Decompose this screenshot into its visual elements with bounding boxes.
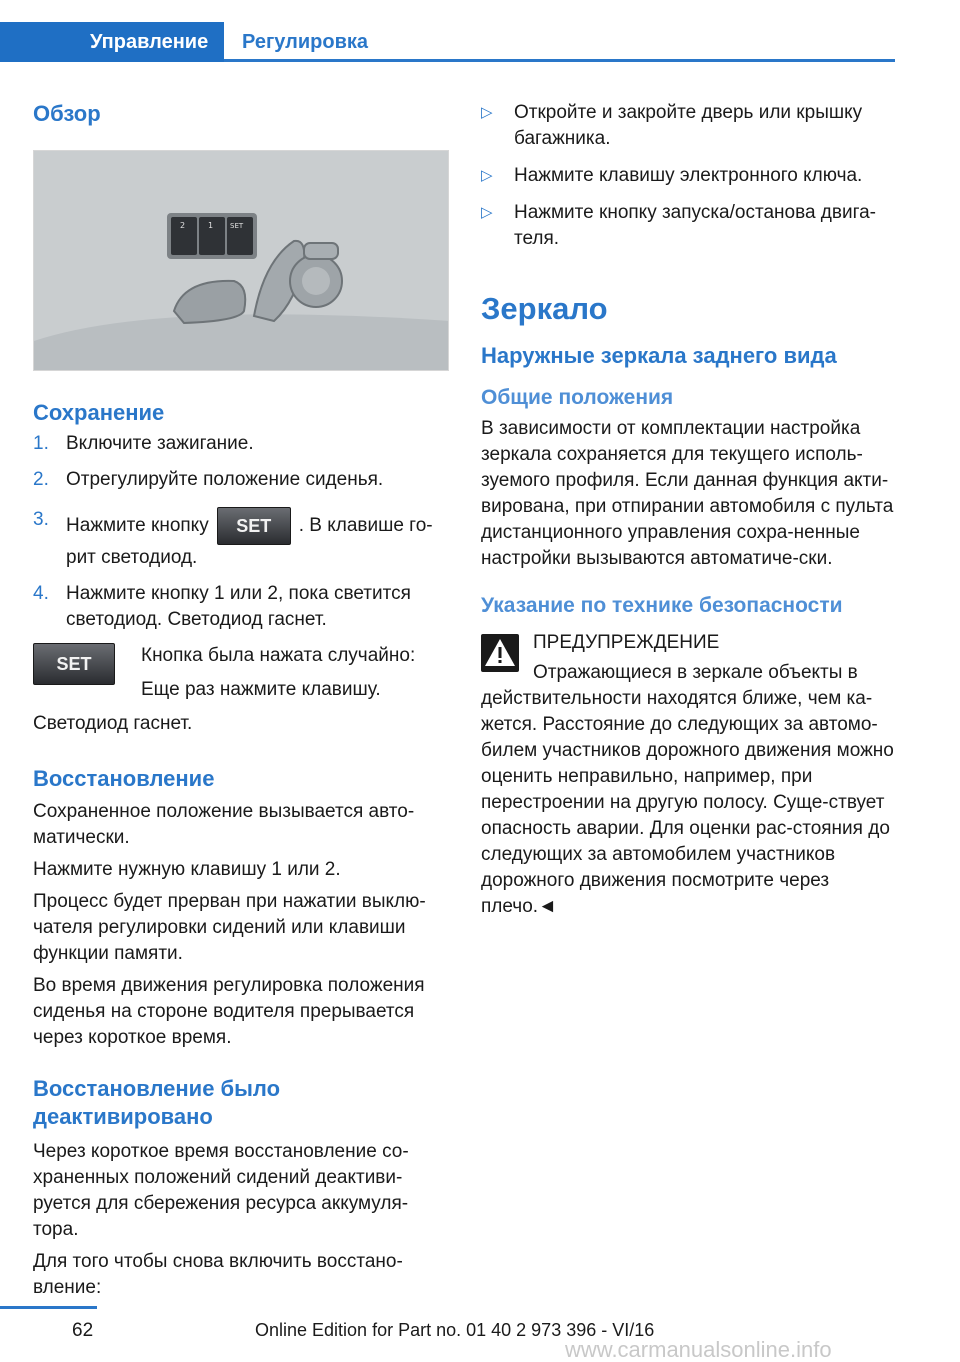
page-number: 62: [72, 1320, 94, 1341]
restore-paragraph: Сохраненное положение вызывается авто-матически.: [33, 801, 415, 848]
photo-label-1: 1: [208, 221, 214, 230]
general-paragraph: В зависимости от комплектации настройка зеркала сохраняется для текущего исполь-зуемого профиля. Если данная функция акти-вирована, при отпирании автомобиля с пульта дистанционного управления сохра-ненные настройки вызываются автоматиче-ски.: [481, 418, 894, 569]
triangle-bullet-icon: ▷: [481, 204, 493, 221]
heading-restore-disabled: Восстановление было деактивировано: [33, 1076, 281, 1129]
step-text: Нажмите кнопку 1 или 2, пока светится светодиод. Светодиод гаснет.: [66, 583, 411, 630]
warning-block: [481, 630, 896, 920]
warning-title: ПРЕДУПРЕЖДЕНИЕ: [533, 632, 720, 653]
seat-controls-photo: [33, 150, 449, 371]
restore-paragraph: Нажмите нужную клавишу 1 или 2.: [33, 859, 341, 880]
header-tabs: [0, 22, 895, 62]
photo-label-set: SET: [230, 222, 244, 230]
disabled-paragraph: Через короткое время восстановление со-храненных положений сидений деактиви-руется для сбережения ресурса аккумуля-тора.: [33, 1141, 409, 1240]
triangle-bullet-icon: ▷: [481, 104, 493, 121]
tab-regulirovka[interactable]: Регулировка: [242, 31, 369, 53]
disabled-paragraph: Для того чтобы снова включить восстано-вление:: [33, 1251, 403, 1298]
note-line-3: Светодиод гаснет.: [33, 713, 193, 734]
note-block: [33, 643, 449, 703]
heading-general: Общие положения: [481, 386, 674, 409]
bullet-text: Нажмите кнопку запуска/останова двига-теля.: [514, 202, 877, 249]
tab-upravlenie[interactable]: Управление: [0, 22, 224, 62]
list-item: [33, 581, 449, 633]
warning-icon: [481, 634, 519, 672]
footer-divider: [0, 1306, 97, 1309]
watermark: www.carmanualsonline.info: [565, 1337, 832, 1362]
photo-label-2: 2: [180, 221, 186, 230]
footer-edition: Online Edition for Part no. 01 40 2 973 396 - VI/16: [255, 1320, 655, 1340]
save-steps-list: [33, 431, 449, 633]
list-item: [33, 507, 449, 571]
bullet-text: Откройте и закройте дверь или крышку багажника.: [514, 102, 863, 149]
list-item: [33, 467, 449, 493]
list-item: [481, 200, 896, 252]
restore-steps-list: [481, 100, 896, 252]
warning-text: Отражающиеся в зеркале объекты в действительности находятся ближе, чем ка-жется. Расстояние до следующих за автомо-билем участников дорожного движения можно оценить неправильно, например, при перестроении на другую полосу. Суще-ствует опасность аварии. Для оценки рас-стояния до следующих за автомобилем участников дорожного движения посмотрите через плечо.◄: [481, 662, 894, 917]
heading-mirror: Зеркало: [481, 291, 608, 326]
triangle-bullet-icon: ▷: [481, 167, 493, 184]
section-title-overview: Обзор: [33, 101, 101, 126]
heading-safety: Указание по технике безопасности: [481, 594, 843, 617]
step-text: . В клавише го-рит светодиод.: [66, 515, 433, 568]
heading-save: Сохранение: [33, 400, 165, 425]
restore-paragraph: Во время движения регулировка положения сиденья на стороне водителя прерывается через короткое время.: [33, 975, 425, 1048]
step-number: 4.: [33, 583, 49, 604]
set-button-inline: SET: [217, 507, 291, 545]
right-column: [481, 100, 896, 920]
step-text: Нажмите кнопку: [66, 515, 209, 537]
step-text: Отрегулируйте положение сиденья.: [66, 469, 384, 490]
heading-outer-mirrors: Наружные зеркала заднего вида: [481, 343, 837, 368]
heading-restore: Восстановление: [33, 766, 215, 791]
set-button-icon: SET: [33, 643, 115, 685]
step-number: 1.: [33, 433, 49, 454]
left-column: [33, 100, 449, 1301]
step-number: 3.: [33, 509, 49, 530]
list-item: [481, 163, 896, 189]
list-item: [481, 100, 896, 152]
step-number: 2.: [33, 469, 49, 490]
note-line-2: Еще раз нажмите клавишу.: [141, 679, 381, 700]
seat-controls-illustration: [34, 151, 449, 371]
restore-paragraph: Процесс будет прерван при нажатии выклю-чателя регулировки сидений или клавиши функции памяти.: [33, 891, 426, 964]
list-item: [33, 431, 449, 457]
note-line-1: Кнопка была нажата случайно:: [141, 645, 416, 666]
bullet-text: Нажмите клавишу электронного ключа.: [514, 165, 863, 186]
step-text: Включите зажигание.: [66, 433, 254, 454]
